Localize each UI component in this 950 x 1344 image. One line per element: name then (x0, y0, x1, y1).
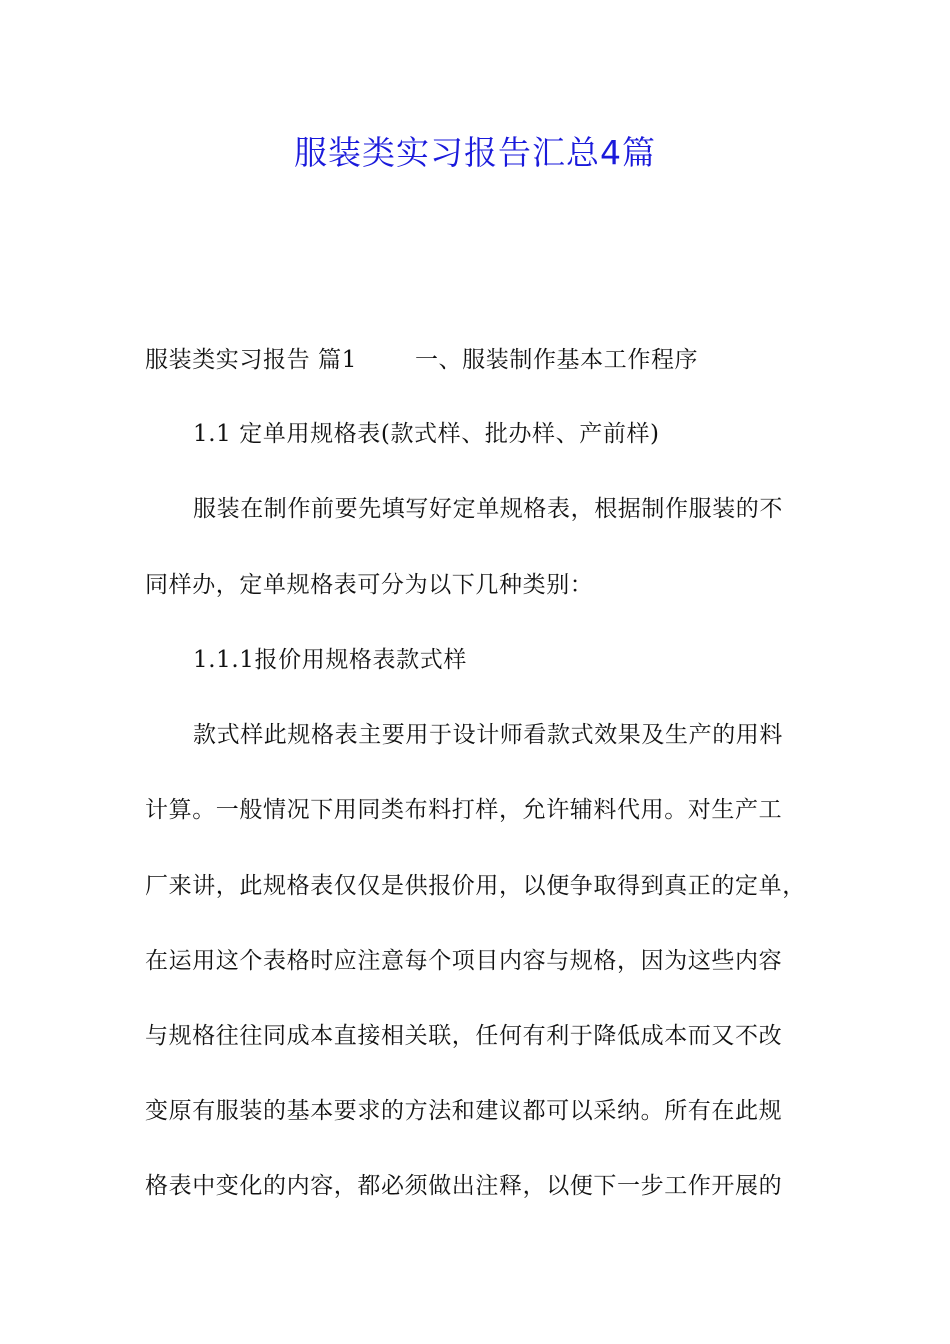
subsection-heading: 1.1 定单用规格表(款式样、批办样、产前样) (193, 421, 660, 447)
paragraph-line: 同样办，定单规格表可分为以下几种类别： (145, 572, 594, 598)
section-heading: 一、服装制作基本工作程序 (414, 347, 699, 373)
paragraph-line: 在运用这个表格时应注意每个项目内容与规格，因为这些内容 (145, 948, 783, 974)
subsection-heading: 1.1.1报价用规格表款式样 (193, 647, 467, 673)
paragraph-line: 与规格往往同成本直接相关联，任何有利于降低成本而又不改 (145, 1023, 783, 1049)
paragraph-line: 格表中变化的内容，都必须做出注释，以便下一步工作开展的 (145, 1173, 783, 1199)
paragraph-line: 服装在制作前要先填写好定单规格表，根据制作服装的不 (193, 496, 783, 522)
paragraph-line: 款式样此规格表主要用于设计师看款式效果及生产的用料 (193, 722, 783, 748)
paragraph-line: 计算。一般情况下用同类布料打样，允许辅料代用。对生产工 (145, 797, 783, 823)
paragraph-line: 厂来讲，此规格表仅仅是供报价用，以便争取得到真正的定单， (145, 873, 806, 899)
paragraph-line: 变原有服装的基本要求的方法和建议都可以采纳。所有在此规 (145, 1098, 783, 1124)
report-part-label: 服装类实习报告 篇1 (145, 347, 357, 373)
section-heading-line (145, 340, 698, 380)
document-title: 服装类实习报告汇总4篇 (294, 133, 656, 172)
